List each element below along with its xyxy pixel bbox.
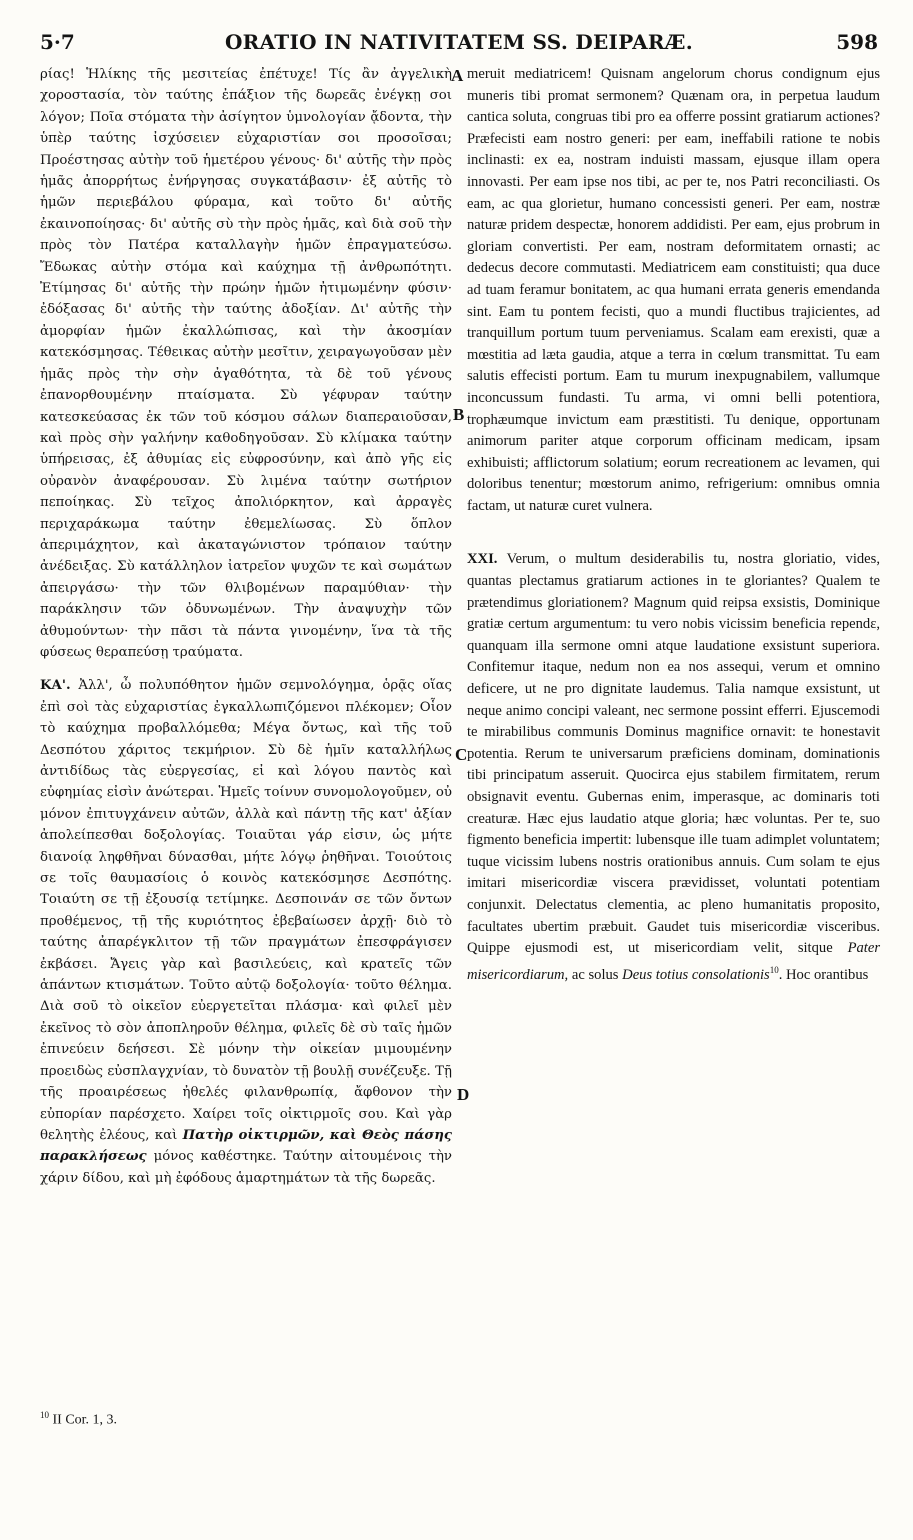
margin-marker-d: D — [457, 1085, 470, 1104]
margin-marker-a: A — [451, 66, 464, 85]
greek-paragraph-1: ρίας! Ἡλίκης τῆς μεσιτείας ἐπέτυχε! Τίς ἂν ἀγγελικὴ χοροστασία, τὸν ταύτης ἐπάξιον τῆς δωρεᾶς ἐνέγκῃ σοι λόγον; Ποῖα στόματα τὴν ἀσίγητον ὑμνολογίαν ᾄδοντα, τὴν ὑπὲρ ταύτης ἰσχύσειεν εὐχαριστίαν σοι προσοῖσαι; Προέστησας αὐτὴν τοῦ ἡμετέρου γένους· δι' αὐτῆς τὴν πρὸς ἡμᾶς ἀπορρήτως ἐνήργησας συγκατάβασιν· ἐξ αὐτῆς τὸ ἡμῶν περιεβάλου φύραμα, καὶ τοῦτο δι' αὐτῆς ἐκαινοποίησας· δι' αὐτῆς σὺ τὴν πρὸς ἡμᾶς, καὶ διὰ σοῦ τὴν πρὸς τὸν Πατέρα καταλλαγὴν ἡμῶν ἐπραγματεύσω. Ἔδωκας αὐτὴν στόμα καὶ καύχημα τῇ ἀνθρωπότητι. Ἐτίμησας δι' αὐτῆς τὴν πρώην ἡμῶν ἠτιμωμένην φύσιν· ἐδόξασας δι' αὐτῆς τὴν ταύτης ἀδοξίαν. Δι' αὐτῆς τὴν ἀμορφίαν ἡμῶν ἐκαλλώπισας, καὶ τὴν ἀκοσμίαν κατεκόσμησας. Τέθεικας αὐτὴν μεσῖτιν, χειραγωγοῦσαν μὲν ἡμᾶς πρὸς τὴν σὴν ἀγαθότητα, τὰ δὲ τοῦ γένους ἐπανορθουμένην πταίσματα. Σὺ γέφυραν ταύτην κατεσκεύασας ἐκ τῶν τοῦ κόσμου σάλων διαπεραιοῦσαν, καὶ πρὸς σὴν γαλήνην καθοδηγοῦσαν. Σὺ κλίμακα ταύτην ὑπήρεισας, ἐξ ἀθυμίας εἰς εὐφροσύνην, καὶ ἀπὸ γῆς εἰς οὐρανὸν ἀναφέρουσαν. Σὺ λιμένα ταύτην σωτήριον πεποίηκας. Σὺ τεῖχος ἀπολιόρκητον, καὶ ἀρραγὲς περιχαράκωμα ταύτην ἐθεμελίωσας. Σὺ ὅπλον ἀπεριμάχητον, καὶ ἀκαταγώνιστον τρόπαιον ταύτην ἀνέδειξας. Σὺ κατάλληλον ἰατρεῖον ψυχῶν τε καὶ σωμάτων ἀπειργάσω· τὴν τῶν θλιβομένων παραμύθιαν· τὴν παράκλησιν τῶν ὀδυνωμένων. Τὴν ἀναψυχὴν τῶν ἀθυμούντων· τὴν πᾶσι τὰ πάντα γινομένην, ἵνα τὰ τῆς φύσεως θεραπεύσῃ τραύματα. — [40, 67, 452, 660]
footnote-reference: 10 — [769, 964, 779, 975]
latin-paragraph-2-text: Verum, o multum desiderabilis tu, nostra gloriatio, vides, quantas plectamus gratiarum actiones in te gloriantes? Qualem te prætendimus gloriationem? Magnum quid reipsa exsistis, Dominique gratiæ certum argumentum: tu vero nobis vicissim beneficia rependε, quanquam illa sermone omni atque laudatione exsistunt superiora. Confitemur itaque, nedum non ea nos assequi, verum et omnino deficere, ut ne pro dignitate laudemus. Talia namque exsistunt, ut neque animo concipi valeant, nec sermone possint efferri. Ejuscemodi te mirabilibus communis Dominus magnifice ornavit: te honestavit potentia. Rerum te universarum præficiens dominam, dominationis tibi principatum asseruit. Quocirca ejus stabilem firmitatem, rerum obsignavit eventu. Gubernas enim, imperasque, ac dominaris toti creaturæ. Hæc ejus laudatio atque gloria; hæc voluntas. Per te, suo figmento beneficia impertit: lubensque ille tuam adimplet voluntatem; tuque vicissim lubens nostris orationibus annuis. Cum solam te ejus imitari misericordiæ viscera prævidisset, voluntati potentiam conjunxit. Delectatus clementia, ac pleno humanitatis proposito, facultates ubertim præbuit. Gaudet tuis misericordiæ visceribus. Quippe ejusmodi est, ut misericordiam velit, sitque — [467, 551, 880, 957]
latin-scripture-quote-1: Pater misericordiarum, — [467, 940, 881, 983]
page-number-left: 5·7 — [40, 30, 75, 54]
greek-paragraph-2-text: Ἀλλ', ὦ πολυπόθητον ἡμῶν σεμνολόγημα, ὁρᾷς οἵας ἐπὶ σοὶ τὰς εὐχαριστίας ἐγκαλλωπιζόμενοι πλέκομεν; Οἷον τὸ καύχημα προβαλλόμεθα; Μέγα ὄντως, καὶ τῆς τοῦ Δεσπότου χάριτος τεκμήριον. Σὺ δὲ ἡμῖν καταλλήλως ἀντιδίδως τὰς εὐεργεσίας, εἰ καὶ λόγου παντὸς καὶ εὐφημίας εἰσὶν ἀνώτεραι. Ἡμεῖς τοίνυν συνομολογοῦμεν, οὐ μόνον ἐπιτυγχάνειν αὐτῶν, ἀλλὰ καὶ πάντῃ τῆς κατ' ἀξίαν ἀπολείπεσθαι δοξολογίας. Τοιαῦται γάρ εἰσιν, ὡς μήτε διανοίᾳ ληφθῆναι δύνασθαι, μήτε λόγῳ ῥηθῆναι. Τοιούτοις σε τοῖς θαυμασίοις ὁ κοινὸς κατεκόσμησε Δεσπότης. Τοιαύτη σε τῇ ἐξουσίᾳ τετίμηκε. Δεσποινάν σε τῶν ὄντων προθέμενος, τῇ τῆς κυριότητος ἐβεβαίωσεν ἀρχῇ· διὸ τὸ ταύτης ἀπαρέγκλιτον τῇ τῶν πραγμάτων ἐπεσφράγισεν ἐκβάσει. Ἄγεις γὰρ καὶ βασιλεύεις, καὶ κρατεῖς τῶν ἁπάντων κτισμάτων. Τοῦτο αὐτῷ δοξολογία· τοῦτο θέλημα. Διὰ σοῦ τὸ οἰκεῖον εὐεργετεῖται πλάσμα· καὶ φιλεῖ μὲν ἐκεῖνος τὸ σὸν ἀποπληροῦν θέλημα, φιλεῖς δὲ σὺ ταῖς ἡμῶν ἐπινεύειν δεήσεσι. Σὲ μόνην τὴν οἰκείαν μιμουμένην προειδὼς εὐσπλαγχνίαν, τὸ δυνατὸν τῇ βουλῇ συνέζευξε. Τῇ τῆς προαιρέσεως ἠθελές φιλανθρωπίᾳ, ἄφθονον τὴν εὐπορίαν παρέσχετο. Χαίρει τοῖς οἰκτιρμοῖς σου. Καὶ γὰρ θελητὴς ἐλέους, καὶ — [40, 678, 452, 1143]
latin-paragraph-2 — [467, 549, 880, 986]
greek-column — [40, 64, 452, 1189]
running-title: ORATIO IN NATIVITATEM SS. DEIPARÆ. — [224, 30, 694, 54]
page-header — [40, 30, 878, 58]
greek-paragraph-2 — [40, 675, 452, 1189]
latin-section-number: XXI. — [467, 551, 498, 568]
footnote-text: II Cor. 1, 3. — [52, 1412, 118, 1428]
greek-scripture-quote: Πατὴρ οἰκτιρμῶν, καὶ Θεὸς πάσης παρακλήσεως — [40, 1127, 452, 1165]
latin-paragraph-1: meruit mediatricem! Quisnam angelorum chorus condignum ejus muneris tibi promat sermonem? Quænam ora, in perpetua laudum cantica soluta, congruas tibi pro ea offerre possint gratiarum actiones? Præfecisti eam nostro generi: per eam, ineffabili ratione te nobis inclinasti: ex ea, nostram induisti massam, ejusque illam opera innovasti. Per eam ipse nos tibi, ac per te, nos Patri reconciliasti. Os eam, ac qua glorietur, humano concessisti generi. Per eam, nostræ naturæ pridem despectæ, honorem addidisti. Per eam, ejus probrum in gloriam convertisti. Per eam, nostram deformitatem ornasti; ac dedecus decore commutasti. Mediatricem eam constituisti; qua duce ad tuam feramur bonitatem, ac qua humani errata generis emendanda sint. Eam tu pontem fecisti, quo a mundi fluctibus trajicientes, ad tranquillum portum tuum perveniamus. Scalam eam erexisti, quæ a mœstitia ad læta gaudia, atque a terra in cœlum transmittat. Tu eam salutis effecisti portum. Eam tu murum inexpugnabilem, vallumque inconcussum fundasti. Tu arma, vi omni belli potentiora, trophæumque invictum eam præstitisti. Tu denique, opportunam animorum pariter atque corporum officinam medicam, ipsam exhibuisti; afflictorum solatium; eorum recreationem ac levamen, qui doloribus tenentur; mœstorum animo, refrigerium: omnibus omnia factam, ut naturæ curet vulnera. — [467, 66, 880, 514]
latin-scripture-quote-2: Deus totius consolationis — [622, 966, 770, 983]
margin-marker-c: C — [455, 745, 468, 764]
footnote — [40, 1410, 440, 1429]
latin-paragraph-2-end: . Hoc orantibus — [778, 966, 869, 983]
greek-section-number: ΚΑ'. — [40, 678, 71, 694]
latin-column — [467, 64, 880, 986]
latin-paragraph-2-mid: ac solus — [571, 966, 619, 983]
page-number-right: 598 — [836, 30, 878, 54]
margin-marker-b: B — [453, 405, 465, 424]
greek-paragraph-2-end: μόνος καθέστηκε. Ταύτην αἰτουμένοις τὴν χάριν δίδου, καὶ μὴ ἐφόδους ἁμαρτημάτων τὰ τῆς δωρεᾶς. — [40, 1149, 452, 1186]
footnote-mark: 10 — [40, 1410, 49, 1420]
